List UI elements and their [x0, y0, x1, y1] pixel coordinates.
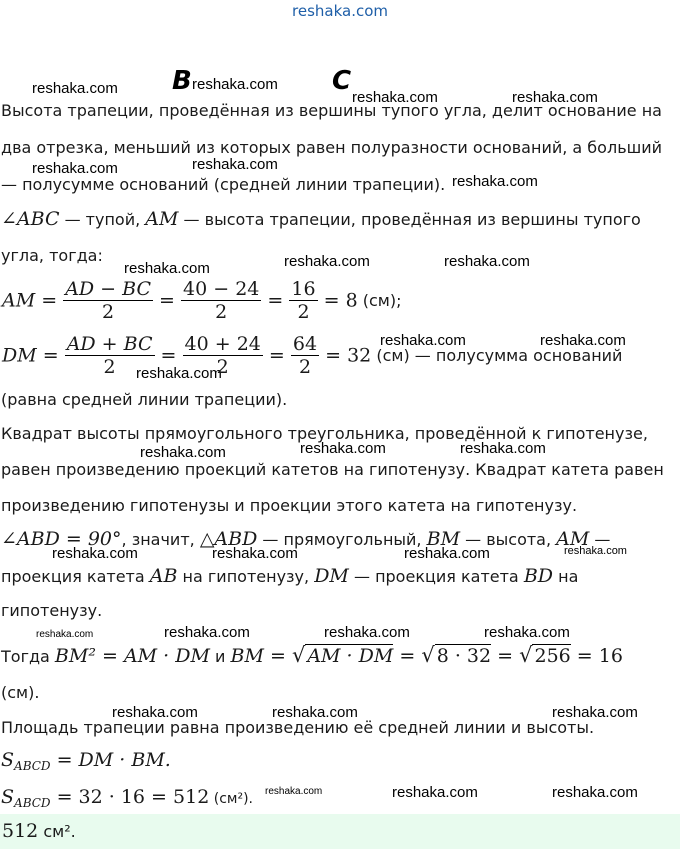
paragraph-line: произведению гипотенузы и проекции этого катета на гипотенузу. [1, 496, 578, 515]
text-fragment: — высота трапеции, проведённая из вершины тупого [178, 210, 641, 229]
paragraph-line: Тогда BM² = AM · DM и BM = √ AM · DM = √ 8 · 32 = √ 256 = 16 [1, 643, 623, 667]
math-var: BM [426, 528, 461, 550]
paragraph-line: гипотенузу. [1, 601, 103, 620]
paragraph-line: угла, тогда: [1, 246, 103, 265]
watermark-label: reshaka.com [124, 260, 210, 277]
watermark-label: reshaka.com [192, 156, 278, 173]
paragraph-line: Квадрат высоты прямоугольного треугольника, проведённой к гипотенузе, [1, 424, 648, 443]
fraction: $\frac{64}{2}$ [292, 333, 318, 378]
watermark-label: reshaka.com [352, 89, 438, 106]
math-angle: ∠ABD = 90° [1, 528, 122, 550]
watermark-label: reshaka.com [192, 76, 278, 93]
watermark-label: reshaka.com [112, 704, 198, 721]
paragraph-line: Высота трапеции, проведённая из вершины тупого угла, делит основание на [1, 101, 662, 120]
watermark-label: reshaka.com [300, 440, 386, 457]
watermark-label: reshaka.com [32, 80, 118, 97]
formula-lhs: DM = [2, 344, 65, 367]
watermark-label: reshaka.com [212, 545, 298, 562]
formula-result: = 8 [317, 289, 358, 312]
paragraph-line: два отрезка, меньший из которых равен полуразности оснований, а больший [1, 138, 663, 157]
watermark-label: reshaka.com [484, 624, 570, 641]
math-var: AM [145, 208, 179, 230]
unit-text: (см); [357, 291, 402, 310]
fraction: $\frac{16}{2}$ [291, 278, 316, 323]
watermark-label: reshaka.com [552, 784, 638, 801]
paragraph-line [1, 208, 641, 230]
paragraph-line: (см). [1, 683, 40, 702]
watermark-label: reshaka.com [460, 440, 546, 457]
watermark-label: reshaka.com [272, 704, 358, 721]
formula-result: = 32 [319, 344, 372, 367]
point-label-b: B [172, 66, 192, 96]
paragraph-line: равен произведению проекций катетов на гипотенузу. Квадрат катета равен [1, 460, 664, 479]
sqrt-radicand: 256 [534, 645, 571, 667]
watermark-label: reshaka.com [380, 332, 466, 349]
unit-text: (см) — полусумма оснований [371, 346, 623, 365]
formula-am: AM = $\frac{AD - BC}{2}$ = $\frac{40 - 24}{2}$ = $\frac{16}{2}$ = 8 (см); [2, 278, 402, 323]
watermark-label: reshaka.com [284, 253, 370, 270]
watermark-label: reshaka.com [140, 444, 226, 461]
fraction: $\frac{AD + BC}{2}$ [66, 333, 153, 378]
paragraph-line: — полусумме оснований (средней линии трапеции). [1, 175, 446, 194]
math-var: AM [556, 528, 590, 550]
math-var: AB [149, 565, 178, 587]
text-fragment: — тупой, [59, 210, 146, 229]
paragraph-line: Площадь трапеции равна произведению её средней линии и высоты. [1, 718, 595, 737]
sqrt-sign: √ [291, 643, 306, 667]
math-var: DM [314, 565, 349, 587]
fraction: $\frac{40 - 24}{2}$ [183, 278, 260, 323]
sqrt-radicand: 8 · 32 [436, 645, 492, 667]
watermark-label: reshaka.com [552, 704, 638, 721]
sqrt-radicand: AM · DM [307, 645, 394, 667]
watermark-label: reshaka.com [404, 545, 490, 562]
formula-area-value: $S_{ABCD} = 32 \cdot 16 = 512$ (см²). [1, 786, 253, 811]
watermark-label: reshaka.com [36, 629, 94, 640]
paragraph-line: проекция катета AB на гипотенузу, DM — проекция катета BD на [1, 565, 579, 587]
watermark-label: reshaka.com [52, 545, 138, 562]
answer-text: 512 см². [2, 820, 76, 842]
math-triangle: △ABD [199, 528, 258, 550]
sqrt-sign: √ [421, 643, 435, 667]
watermark-label: reshaka.com [564, 545, 627, 557]
math-expression: BM² = AM · DM [54, 645, 210, 667]
paragraph-line: ∠ABD = 90°, значит, △ABD — прямоугольный, BM — высота, AM — [1, 528, 611, 550]
point-label-c: C [332, 66, 352, 96]
formula-lhs: AM = [2, 289, 64, 312]
watermark-label: reshaka.com [136, 365, 222, 382]
watermark-label: reshaka.com [265, 786, 323, 797]
fraction: $\frac{AD - BC}{2}$ [65, 278, 151, 323]
formula-dm: DM = $\frac{AD + BC}{2}$ = $\frac{40 + 24}{2}$ = $\frac{64}{2}$ = 32 (см) — полусумма оснований [2, 333, 623, 378]
fraction: $\frac{40 + 24}{2}$ [184, 333, 261, 378]
formula-area: $S_{ABCD}$ = DM · BM. [1, 749, 171, 774]
watermark-label: reshaka.com [452, 173, 538, 190]
watermark-label: reshaka.com [512, 89, 598, 106]
math-var: BD [523, 565, 554, 587]
sqrt-sign: √ [519, 643, 533, 667]
watermark-label: reshaka.com [444, 253, 530, 270]
watermark-label: reshaka.com [540, 332, 626, 349]
paragraph-line: (равна средней линии трапеции). [1, 390, 288, 409]
math-angle: ∠ABC [1, 208, 60, 230]
watermark-label: reshaka.com [164, 624, 250, 641]
site-link[interactable]: reshaka.com [292, 2, 388, 20]
watermark-label: reshaka.com [324, 624, 410, 641]
answer-box [0, 814, 680, 849]
watermark-label: reshaka.com [392, 784, 478, 801]
watermark-label: reshaka.com [32, 160, 118, 177]
